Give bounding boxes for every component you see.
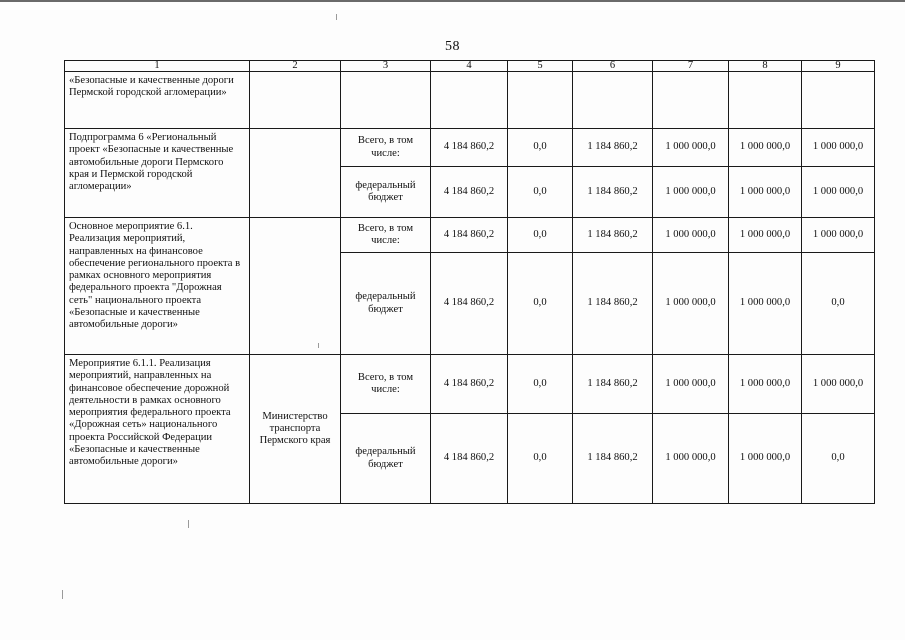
value-cell: 1 000 000,0 xyxy=(729,218,802,253)
funding-label-cell: федеральный бюджет xyxy=(341,253,431,355)
empty-cell xyxy=(802,72,875,129)
value-cell: 1 000 000,0 xyxy=(653,218,729,253)
value-cell: 0,0 xyxy=(802,253,875,355)
value-cell: 1 184 860,2 xyxy=(573,355,653,414)
table-row xyxy=(65,72,875,129)
funding-label-cell: Всего, в том числе: xyxy=(341,218,431,253)
scan-mark xyxy=(318,343,319,348)
empty-cell xyxy=(508,72,573,129)
empty-cell xyxy=(729,72,802,129)
column-header: 7 xyxy=(653,61,729,72)
funding-label-cell: федеральный бюджет xyxy=(341,167,431,218)
table-row xyxy=(65,129,875,167)
column-header: 1 xyxy=(65,61,250,72)
page-number: 58 xyxy=(445,39,460,54)
value-cell: 0,0 xyxy=(508,414,573,504)
column-header: 8 xyxy=(729,61,802,72)
value-cell: 0,0 xyxy=(508,129,573,167)
program-title-cell: «Безопасные и качественные дороги Пермской городской агломерации» xyxy=(65,72,250,129)
value-cell: 1 000 000,0 xyxy=(653,167,729,218)
value-cell: 1 184 860,2 xyxy=(573,253,653,355)
value-cell: 1 000 000,0 xyxy=(729,167,802,218)
value-cell: 0,0 xyxy=(508,355,573,414)
value-cell: 1 184 860,2 xyxy=(573,129,653,167)
scan-mark xyxy=(336,14,337,20)
value-cell: 1 000 000,0 xyxy=(653,355,729,414)
value-cell: 1 000 000,0 xyxy=(729,253,802,355)
value-cell: 0,0 xyxy=(508,218,573,253)
value-cell: 1 184 860,2 xyxy=(573,218,653,253)
value-cell: 0,0 xyxy=(802,414,875,504)
value-cell: 1 000 000,0 xyxy=(653,253,729,355)
column-header: 3 xyxy=(341,61,431,72)
column-header: 2 xyxy=(250,61,341,72)
funding-label-cell: федеральный бюджет xyxy=(341,414,431,504)
value-cell: 4 184 860,2 xyxy=(431,129,508,167)
responsible-cell xyxy=(250,218,341,355)
main-activity-title-cell: Основное мероприятие 6.1. Реализация мероприятий, направленных на финансовое обеспечение регионального проекта в рамках основного мероприятия федерального проекта "Дорожная сеть" национального проекта «Безопасные и качественные автомобильные дороги» xyxy=(65,218,250,355)
column-header: 4 xyxy=(431,61,508,72)
scan-top-border xyxy=(0,0,905,2)
empty-cell xyxy=(341,72,431,129)
column-header: 9 xyxy=(802,61,875,72)
value-cell: 1 000 000,0 xyxy=(729,355,802,414)
column-header: 5 xyxy=(508,61,573,72)
empty-cell xyxy=(653,72,729,129)
empty-cell xyxy=(250,72,341,129)
funding-label-cell: Всего, в том числе: xyxy=(341,129,431,167)
value-cell: 1 184 860,2 xyxy=(573,167,653,218)
value-cell: 4 184 860,2 xyxy=(431,355,508,414)
scan-mark xyxy=(188,520,189,528)
value-cell: 4 184 860,2 xyxy=(431,167,508,218)
value-cell: 4 184 860,2 xyxy=(431,218,508,253)
table-row xyxy=(65,355,875,414)
empty-cell xyxy=(573,72,653,129)
value-cell: 1 000 000,0 xyxy=(729,414,802,504)
activity-title-cell: Мероприятие 6.1.1. Реализация мероприятий, направленных на финансовое обеспечение дорожной деятельности в рамках основного мероприятия федерального проекта «Дорожная сеть» национального проекта Российской Федерации «Безопасные и качественные автомобильные дороги» xyxy=(65,355,250,504)
value-cell: 1 000 000,0 xyxy=(729,129,802,167)
scan-mark xyxy=(62,590,63,599)
value-cell: 4 184 860,2 xyxy=(431,253,508,355)
value-cell: 0,0 xyxy=(508,253,573,355)
budget-table xyxy=(64,60,875,504)
empty-cell xyxy=(431,72,508,129)
value-cell: 4 184 860,2 xyxy=(431,414,508,504)
value-cell: 1 000 000,0 xyxy=(802,129,875,167)
responsible-cell: Министерство транспорта Пермского края xyxy=(250,355,341,504)
value-cell: 1 000 000,0 xyxy=(802,355,875,414)
table-header-row xyxy=(65,61,875,72)
value-cell: 1 000 000,0 xyxy=(653,129,729,167)
funding-label-cell: Всего, в том числе: xyxy=(341,355,431,414)
responsible-cell xyxy=(250,129,341,218)
value-cell: 1 184 860,2 xyxy=(573,414,653,504)
value-cell: 1 000 000,0 xyxy=(802,167,875,218)
table-row xyxy=(65,218,875,253)
value-cell: 1 000 000,0 xyxy=(802,218,875,253)
value-cell: 0,0 xyxy=(508,167,573,218)
column-header: 6 xyxy=(573,61,653,72)
value-cell: 1 000 000,0 xyxy=(653,414,729,504)
subprogram-title-cell: Подпрограмма 6 «Региональный проект «Безопасные и качественные автомобильные дороги Пермского края и Пермской городской агломерации» xyxy=(65,129,250,218)
